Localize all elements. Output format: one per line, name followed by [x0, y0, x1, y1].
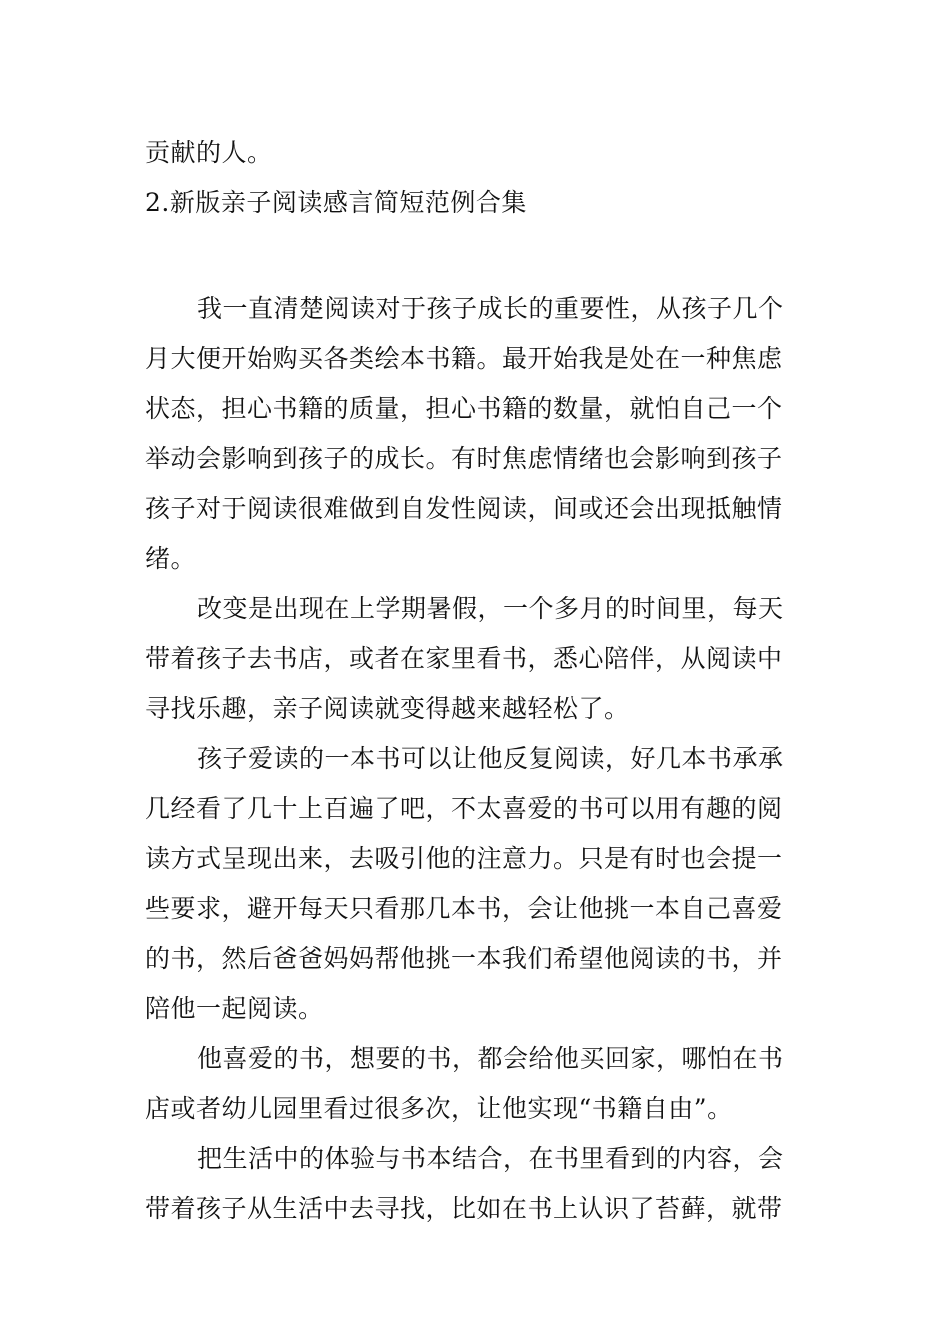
paragraph-4: [145, 1034, 805, 1134]
paragraph-line: 陪他一起阅读。: [145, 994, 324, 1023]
paragraph-5: [145, 1134, 805, 1234]
paragraph-line: 店或者幼儿园里看过很多次，让他实现“书籍自由”。: [145, 1094, 733, 1123]
paragraph-line: 读方式呈现出来，去吸引他的注意力。只是有时也会提一: [145, 844, 783, 873]
paragraph-line: 改变是出现在上学期暑假，一个多月的时间里，每天: [197, 594, 784, 623]
paragraph-line: 绪。: [145, 544, 197, 573]
paragraph-3: [145, 734, 805, 1034]
paragraph-line: 的书，然后爸爸妈妈帮他挑一本我们希望他阅读的书，并: [145, 944, 783, 973]
paragraph-2: [145, 584, 805, 734]
section-heading: 2.新版亲子阅读感言简短范例合集: [145, 188, 527, 217]
paragraph-line: 他喜爱的书，想要的书，都会给他买回家，哪怕在书: [197, 1044, 784, 1073]
paragraph-line: 寻找乐趣，亲子阅读就变得越来越轻松了。: [145, 694, 630, 723]
paragraph-line: 我一直清楚阅读对于孩子成长的重要性，从孩子几个: [197, 294, 784, 323]
paragraph-line: 状态，担心书籍的质量，担心书籍的数量，就怕自己一个: [145, 394, 783, 423]
continuation-text: 贡献的人。: [145, 138, 273, 167]
paragraph-line: 把生活中的体验与书本结合，在书里看到的内容，会: [197, 1144, 784, 1173]
paragraph-line: 举动会影响到孩子的成长。有时焦虑情绪也会影响到孩子: [145, 444, 783, 473]
paragraph-line: 带着孩子从生活中去寻找，比如在书上认识了苔藓，就带: [145, 1194, 783, 1223]
heading-spacer: [145, 228, 805, 284]
paragraph-line: 带着孩子去书店，或者在家里看书，悉心陪伴，从阅读中: [145, 644, 783, 673]
paragraph-line: 孩子对于阅读很难做到自发性阅读，间或还会出现抵触情: [145, 494, 783, 523]
paragraph-line: 孩子爱读的一本书可以让他反复阅读，好几本书承承: [197, 744, 784, 773]
paragraph-line: 月大便开始购买各类绘本书籍。最开始我是处在一种焦虑: [145, 344, 783, 373]
document-body: [145, 128, 805, 1234]
paragraph-1: [145, 284, 805, 584]
paragraph-line: 几经看了几十上百遍了吧，不太喜爱的书可以用有趣的阅: [145, 794, 783, 823]
paragraph-line: 些要求，避开每天只看那几本书，会让他挑一本自己喜爱: [145, 894, 783, 923]
